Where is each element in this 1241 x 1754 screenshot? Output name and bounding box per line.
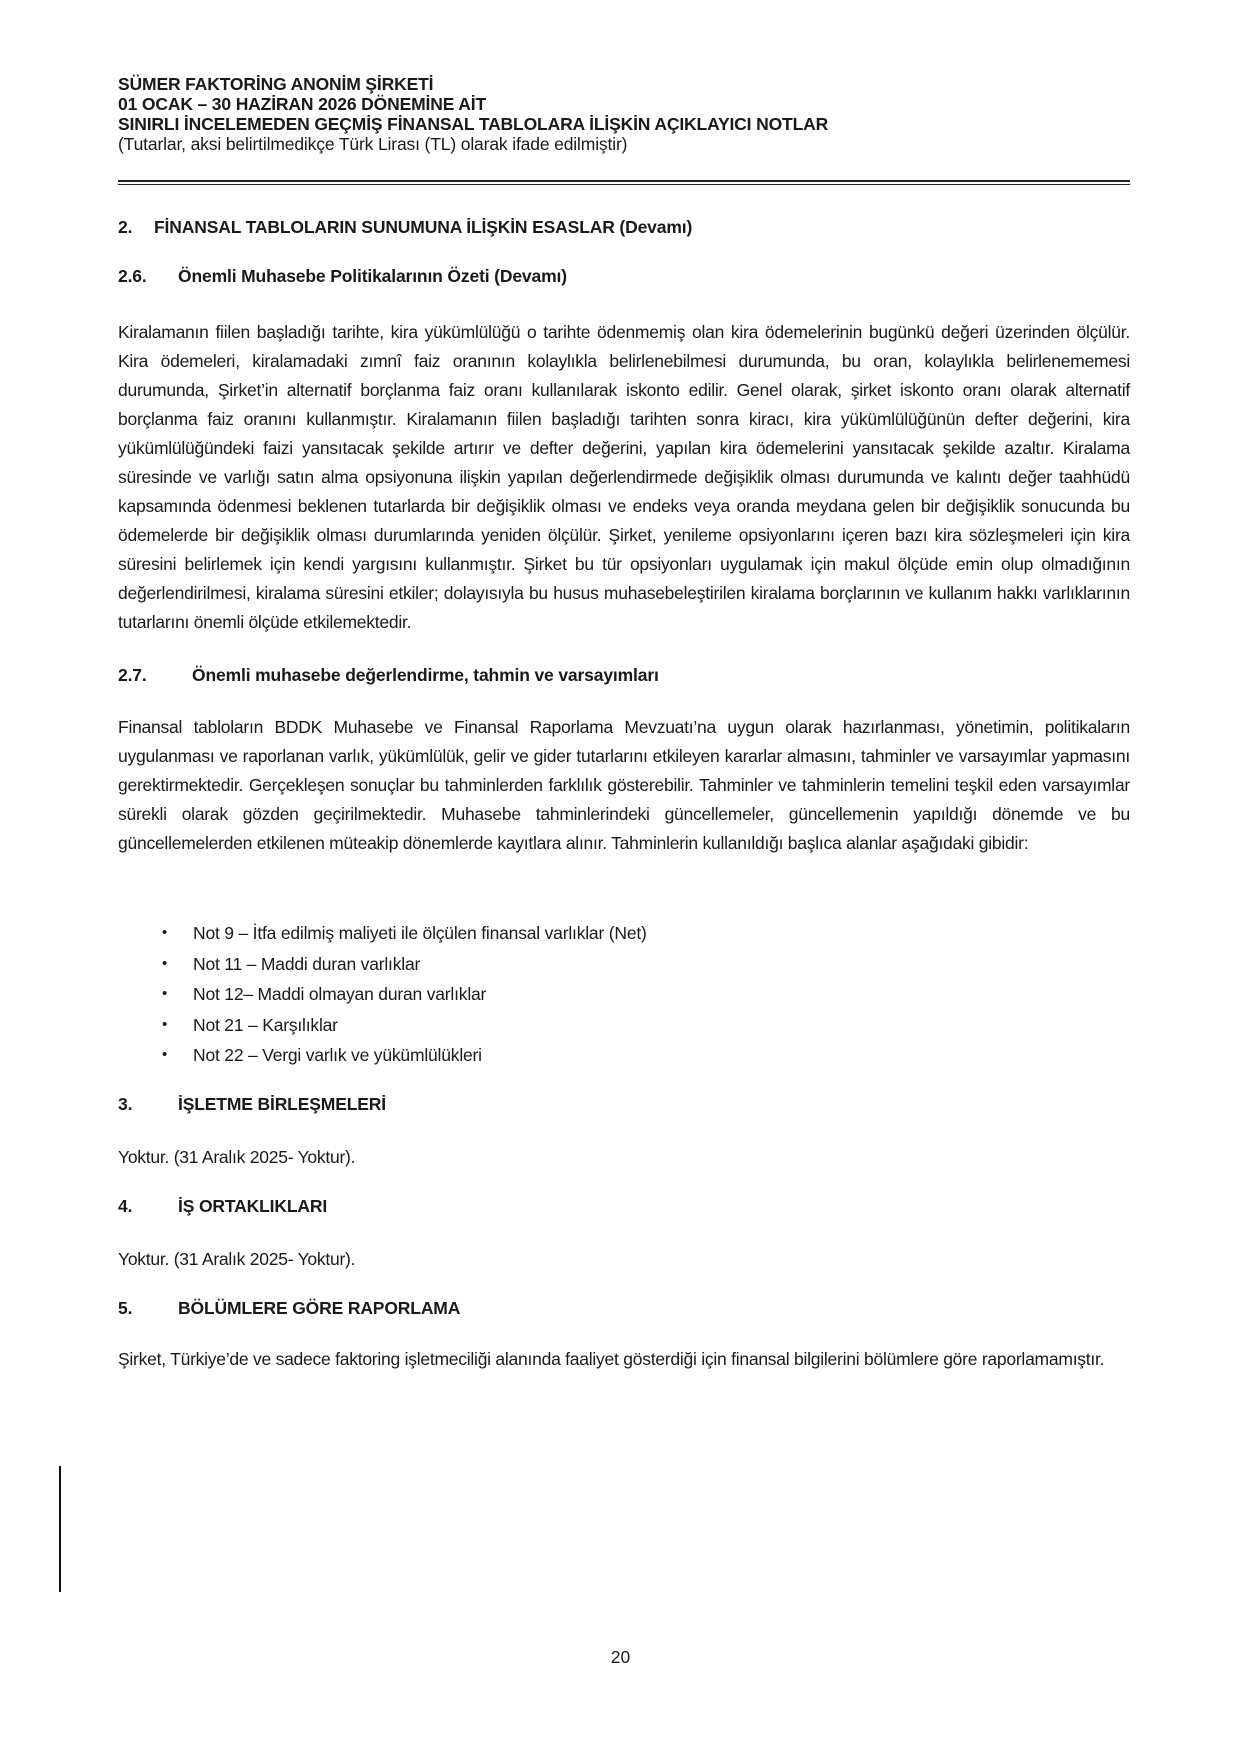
section-2-6-heading [118,265,567,287]
period-title: 01 OCAK – 30 HAZİRAN 2026 DÖNEMİNE AİT [118,94,487,114]
header-rule-thick [118,180,1130,182]
section-4-paragraph: Yoktur. (31 Aralık 2025- Yoktur). [118,1249,356,1269]
section-5-heading [118,1297,460,1319]
page-number: 20 [610,1647,631,1667]
page-header [118,74,1130,155]
section-title: Önemli Muhasebe Politikalarının Özeti (Devamı) [178,266,567,286]
section-3-paragraph: Yoktur. (31 Aralık 2025- Yoktur). [118,1147,356,1167]
bullet-icon: • [162,985,168,1003]
section-title: Önemli muhasebe değerlendirme, tahmin ve varsayımları [192,665,659,685]
section-number: 2.6. [118,266,147,286]
bullet-icon: • [162,1015,168,1033]
company-name: SÜMER FAKTORİNG ANONİM ŞİRKETİ [118,74,434,94]
notes-title: SINIRLI İNCELEMEDEN GEÇMİŞ FİNANSAL TABLOLARA İLİŞKİN AÇIKLAYICI NOTLAR [118,114,829,134]
section-number: 2.7. [118,665,147,685]
bullet-icon: • [162,1046,168,1064]
list-item: • Not 12– Maddi olmayan duran varlıklar [118,979,818,1010]
section-3-heading [118,1093,386,1115]
currency-note: (Tutarlar, aksi belirtilmedikçe Türk Lirası (TL) olarak ifade edilmiştir) [118,134,628,154]
section-title: BÖLÜMLERE GÖRE RAPORLAMA [178,1298,461,1318]
bullet-icon: • [162,954,168,972]
section-4-heading [118,1195,327,1217]
section-title: İŞ ORTAKLIKLARI [178,1196,328,1216]
section-title: FİNANSAL TABLOLARIN SUNUMUNA İLİŞKİN ESASLAR (Devamı) [154,217,693,237]
list-item: • Not 11 – Maddi duran varlıklar [118,949,818,980]
section-number: 5. [118,1298,133,1318]
list-item: • Not 9 – İtfa edilmiş maliyeti ile ölçülen finansal varlıklar (Net) [118,918,818,949]
section-2-heading [118,216,692,238]
section-number: 3. [118,1094,133,1114]
section-2-7-paragraph: Finansal tabloların BDDK Muhasebe ve Finansal Raporlama Mevzuatı’na uygun olarak hazırlanması, yönetimin, politikaların uygulanması ve raporlanan varlık, yükümlülük, gelir ve gider tutarlarını etkileyen kararlar almasını, tahminler ve varsayımlar yapmasını gerektirmektedir. Gerçekleşen sonuçlar bu tahminlerden farklılık gösterebilir. Tahminler ve tahminlerin temelini teşkil eden varsayımlar sürekli olarak gözden geçirilmektedir. Muhasebe tahminlerindeki güncellemeler, güncellemenin yapıldığı dönemde ve bu güncellemelerden etkilenen müteakip dönemlerde kayıtlara alınır. Tahminlerin kullanıldığı başlıca alanlar aşağıdaki gibidir: [118,717,1130,853]
section-title: İŞLETME BİRLEŞMELERİ [178,1094,386,1114]
estimates-list [118,918,818,1071]
list-item: • Not 22 – Vergi varlık ve yükümlülükleri [118,1040,818,1071]
margin-change-bar [59,1466,61,1592]
section-number: 4. [118,1196,133,1216]
section-number: 2. [118,217,133,237]
section-2-7-heading [118,664,659,686]
list-item: • Not 21 – Karşılıklar [118,1010,818,1041]
section-5-paragraph: Şirket, Türkiye’de ve sadece faktoring işletmeciliği alanında faaliyet gösterdiği için finansal bilgilerini bölümlere göre raporlamamıştır. [118,1349,1105,1369]
bullet-icon: • [162,924,168,941]
header-rule-thin [118,184,1130,185]
section-2-6-paragraph: Kiralamanın fiilen başladığı tarihte, kira yükümlülüğü o tarihte ödenmemiş olan kira ödemelerinin bugünkü değeri üzerinden ölçülür. Kira ödemeleri, kiralamadaki zımnî faiz oranının kolaylıkla belirlenebilmesi durumunda, bu oran, kolaylıkla belirlenememesi durumunda, Şirket’in alternatif borçlanma faiz oranı kullanılarak iskonto edilir. Genel olarak, şirket iskonto oranı olarak alternatif borçlanma faiz oranını kullanmıştır. Kiralamanın fiilen başladığı tarihten sonra kiracı, kira yükümlülüğünün defter değerini, kira yükümlülüğündeki faizi yansıtacak şekilde artırır ve defter değerini, yapılan kira ödemelerini yansıtacak şekilde azaltır. Kiralama süresinde ve varlığı satın alma opsiyonuna ilişkin yapılan değerlendirmede değişiklik olması durumunda ve kalıntı değer taahhüdü kapsamında ödenmesi beklenen tutarlarda bir değişiklik olması ve endeks veya oranda meydana gelen bir değişiklik sonucunda bu ödemelerde bir değişiklik olması durumlarında yeniden ölçülür. Şirket, yenileme opsiyonlarını içeren bazı kira sözleşmeleri için kira süresini belirlemek için kendi yargısını kullanmıştır. Şirket bu tür opsiyonları uygulamak için makul ölçüde emin olup olmadığının değerlendirilmesi, kiralama süresini etkiler; dolayısıyla bu husus muhasebeleştirilen kiralama borçlarının ve kullanım hakkı varlıklarının tutarlarını önemli ölçüde etkilemektedir. [118,322,1130,632]
